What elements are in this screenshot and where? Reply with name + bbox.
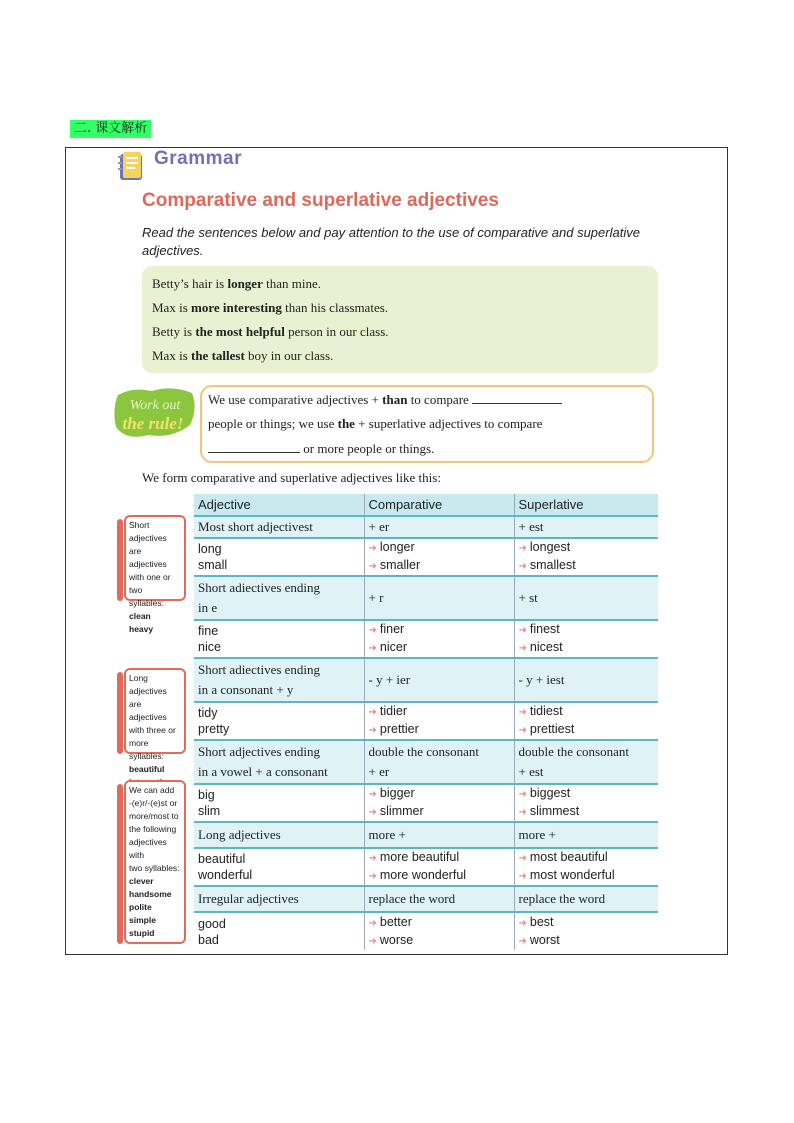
example-sentence: Max is more interesting than his classmates. — [152, 300, 389, 315]
table-row: big slim ➜ bigger ➜ slimmer ➜ biggest ➜ slimmest — [194, 784, 658, 822]
example-sentence: Max is the tallest boy in our class. — [152, 348, 334, 363]
header-adjective: Adjective — [194, 494, 364, 516]
header-superlative: Superlative — [514, 494, 658, 516]
table-row: Short adiectives ending in a consonant + y - y + ier - y + iest — [194, 658, 658, 702]
table-row: Short adjectives ending in a vowel + a consonant double the consonant + er double the consonant + est — [194, 740, 658, 784]
example-sentence: Betty is the most helpful person in our class. — [152, 324, 389, 339]
arrow-icon: ➜ — [368, 789, 377, 800]
arrow-icon: ➜ — [368, 625, 377, 636]
arrow-icon: ➜ — [368, 543, 377, 554]
arrow-icon: ➜ — [518, 789, 527, 800]
arrow-icon: ➜ — [368, 917, 377, 929]
rule-line-2: people or things; we use the + superlative adjectives to compare — [208, 416, 543, 431]
adjective-table — [194, 494, 658, 950]
arrow-icon: ➜ — [518, 543, 527, 554]
instruction: Read the sentences below and pay attention to the use of comparative and superlative adjectives. — [142, 225, 640, 258]
rule-line-3: or more people or things. — [208, 440, 434, 457]
arrow-icon: ➜ — [518, 871, 527, 882]
table-row: Irregular adjectives replace the word replace the word — [194, 886, 658, 912]
grammar-title: Grammar — [154, 148, 242, 169]
example-sentence: Betty’s hair is longer than mine. — [152, 276, 321, 291]
arrow-icon: ➜ — [518, 707, 527, 718]
table-header — [194, 494, 658, 516]
table-row: Long adjectives more + more + — [194, 822, 658, 848]
answer-blank[interactable] — [472, 391, 562, 404]
arrow-icon: ➜ — [368, 643, 377, 654]
arrow-icon: ➜ — [518, 643, 527, 654]
arrow-icon: ➜ — [368, 807, 377, 818]
sidenote-short-adjectives: Short adjectives are adjectives with one or two syllables: clean heavy — [124, 515, 186, 601]
table-row: Most short adjectivest + er + est — [194, 516, 658, 538]
answer-blank[interactable] — [208, 440, 300, 453]
arrow-icon: ➜ — [518, 935, 527, 947]
table-row: tidy pretty ➜ tidier ➜ prettier ➜ tidiest ➜ prettiest — [194, 702, 658, 740]
table-row: long small ➜ longer ➜ smaller ➜ longest ➜ smallest — [194, 538, 658, 576]
table-row: fine nice ➜ finer ➜ nicer ➜ finest ➜ nicest — [194, 620, 658, 658]
arrow-icon: ➜ — [368, 561, 377, 572]
table-row: good bad ➜ better ➜ worse ➜ best ➜ worst — [194, 912, 658, 950]
arrow-icon: ➜ — [518, 807, 527, 818]
rule-line-1: We use comparative adjectives + than to compare — [208, 391, 562, 408]
arrow-icon: ➜ — [518, 561, 527, 572]
sidenote-long-adjectives: Long adjectives are adjectives with three or more syllables: beautiful — [124, 668, 186, 754]
page-title: Comparative and superlative adjectives — [142, 190, 499, 211]
notebook-icon — [118, 150, 150, 182]
arrow-icon: ➜ — [518, 625, 527, 636]
arrow-icon: ➜ — [368, 707, 377, 718]
arrow-icon: ➜ — [518, 725, 527, 736]
arrow-icon: ➜ — [368, 725, 377, 736]
table-row: beautiful wonderful ➜ more beautiful ➜ more wonderful ➜ most beautiful ➜ most wonderful — [194, 848, 658, 886]
arrow-icon: ➜ — [368, 935, 377, 947]
work-out-the-rule-badge — [112, 385, 198, 441]
header-comparative: Comparative — [364, 494, 514, 516]
arrow-icon: ➜ — [518, 853, 527, 864]
arrow-icon: ➜ — [368, 871, 377, 882]
arrow-icon: ➜ — [368, 853, 377, 864]
table-row: Short adiectives ending in e + r + st — [194, 576, 658, 620]
badge-line-1: Work out — [129, 398, 181, 413]
sidenote-two-syllables: We can add -(e)r/-(e)st or more/most to the following adjectives with two syllables: clever handsome polite simple stupid — [124, 780, 186, 944]
form-intro: We form comparative and superlative adjectives like this: — [142, 470, 441, 485]
section-label: 二. 课文解析 — [70, 120, 151, 138]
badge-line-2: the rule! — [122, 414, 184, 433]
example-sentences-box — [142, 266, 658, 373]
arrow-icon: ➜ — [518, 917, 527, 929]
